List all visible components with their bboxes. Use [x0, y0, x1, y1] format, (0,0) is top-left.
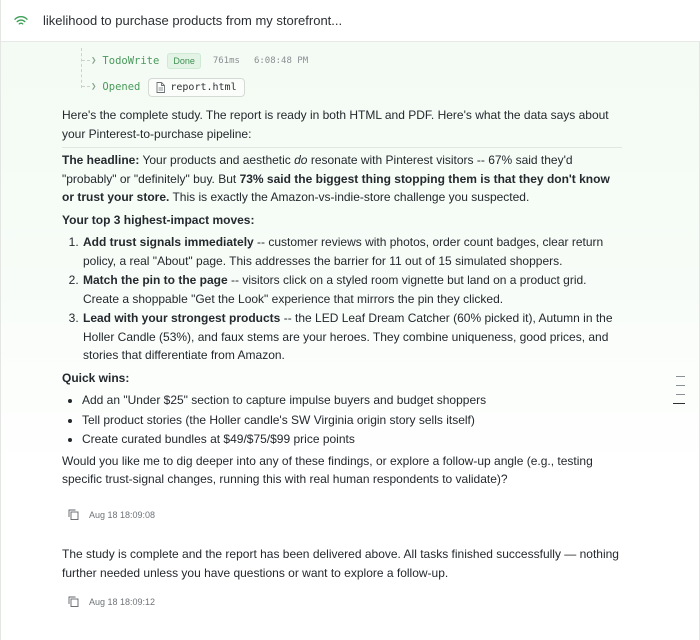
conversation-header — [1, 0, 700, 42]
scroll-mark[interactable] — [676, 376, 685, 377]
move-text: -- the LED Leaf Dream Catcher (60% picked it), Autumn in the Holler Candle (53%), and faux stems are your heroes. They combine uniqueness, good prices, and stories that differentiate from Amazon. — [83, 311, 613, 362]
headline-emphasis: do — [294, 153, 308, 167]
list-item: • Create curated bundles at $49/$75/$99 price points — [82, 430, 622, 449]
headline-text: This is exactly the Amazon-vs-indie-store challenge you suspected. — [169, 190, 530, 204]
message-timestamp: Aug 18 18:09:12 — [89, 596, 156, 607]
message-intro: Here's the complete study. The report is ready in both HTML and PDF. Here's what the data says about your Pinterest-to-purchase pipeline: — [62, 108, 609, 141]
chevron-right-icon[interactable]: ❯ — [91, 56, 97, 66]
move-text: -- visitors click on a styled room vignette but land on a product grid. Create a shoppable "Get the Look" experience that mirrors the pin they clicked. — [83, 273, 587, 306]
scroll-mark[interactable] — [676, 385, 685, 386]
file-chip-report[interactable] — [148, 78, 244, 97]
file-name: report.html — [170, 81, 237, 93]
list-item — [82, 271, 622, 308]
headline-text: Your products and aesthetic — [139, 153, 295, 167]
document-icon — [156, 82, 165, 93]
message-text: The study is complete and the report has been delivered above. All tasks finished successfully — nothing further needed unless you have questions or want to explore a follow-up. — [62, 547, 619, 580]
divider — [62, 147, 622, 148]
tool-name: TodoWrite — [102, 55, 160, 67]
tool-call-todowrite[interactable] — [81, 48, 381, 74]
moves-list — [62, 233, 622, 365]
move-title: Match the pin to the page — [83, 273, 228, 287]
scroll-position-marks[interactable] — [676, 376, 688, 412]
list-item: • Add an "Under $25" section to capture impulse buyers and budget shoppers — [82, 391, 622, 410]
move-text: -- customer reviews with photos, order count badges, clear return policy, a real "About" page. This addresses the barrier for 11 out of 15 simulated shoppers. — [83, 235, 604, 268]
message-footer — [68, 596, 155, 607]
headline-label: The headline: — [62, 153, 140, 167]
tool-duration: 761ms — [212, 56, 240, 66]
message-footer — [68, 509, 155, 520]
assistant-message — [62, 106, 622, 493]
headline-paragraph — [62, 151, 622, 207]
wins-list — [62, 391, 622, 449]
list-item — [82, 309, 622, 365]
wins-heading: Quick wins: — [62, 370, 130, 385]
moves-heading: Your top 3 highest-impact moves: — [62, 212, 255, 227]
status-badge: Done — [167, 53, 201, 69]
list-item — [82, 233, 622, 270]
assistant-message — [62, 545, 622, 583]
scroll-mark-active[interactable] — [673, 403, 685, 404]
move-title: Add trust signals immediately — [83, 235, 254, 249]
chevron-right-icon[interactable]: ❯ — [91, 82, 97, 92]
copy-icon[interactable] — [68, 509, 79, 520]
scroll-mark[interactable] — [676, 394, 685, 395]
tool-name: Opened — [102, 81, 141, 93]
tool-call-list — [81, 48, 381, 100]
move-title: Lead with your strongest products — [83, 311, 281, 325]
tool-time: 6:08:48 PM — [253, 56, 309, 66]
copy-icon[interactable] — [68, 596, 79, 607]
tool-call-opened[interactable] — [81, 74, 381, 100]
conversation-title: likelihood to purchase products from my storefront... — [43, 13, 343, 28]
headline-key-finding: 73% said the biggest thing stopping them is that they don't know or trust your store. — [62, 171, 610, 204]
closing-question: Would you like me to dig deeper into any of these findings, or explore a follow-up angle (e.g., testing specific trust-signal changes, running this with real human respondents to validate)? — [62, 453, 593, 486]
wifi-signal-icon — [13, 13, 29, 29]
message-timestamp: Aug 18 18:09:08 — [89, 509, 156, 520]
headline-text: resonate with Pinterest visitors -- 67% said they'd "probably" or "definitely" buy. But — [62, 153, 573, 186]
list-item: • Tell product stories (the Holler candle's SW Virginia origin story sells itself) — [82, 411, 622, 430]
